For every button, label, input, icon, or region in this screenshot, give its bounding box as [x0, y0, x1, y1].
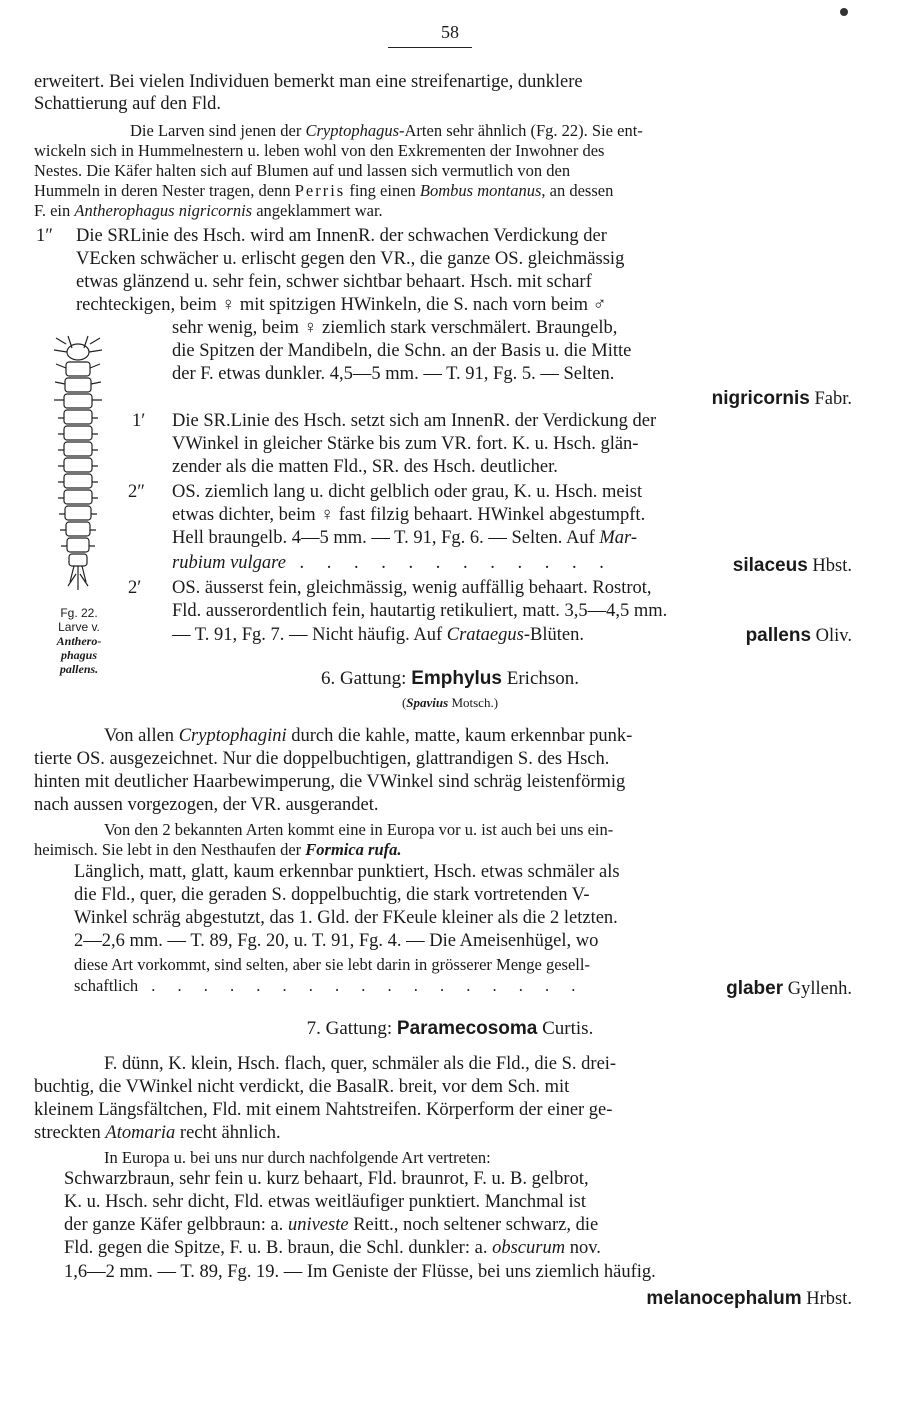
text-line: 1,6—2 mm. — T. 89, Fg. 19. — Im Geniste der Flüsse, bei uns ziemlich häufig.	[64, 1262, 656, 1282]
text-line: erweitert. Bei vielen Individuen bemerkt man eine streifenartige, dunklere	[34, 72, 583, 92]
text-line: rubium vulgare . . . . . . . . . . . .	[172, 553, 613, 573]
text-line: Von den 2 bekannten Arten kommt eine in Europa vor u. ist auch bei uns ein-	[104, 820, 614, 839]
key-number: 2″	[128, 482, 145, 502]
text-line: Hell braungelb. 4—5 mm. — T. 91, Fg. 6. — Selten. Auf Mar-	[172, 528, 638, 548]
text-line: zender als die matten Fld., SR. des Hsch. deutlicher.	[172, 457, 558, 477]
text-line: Schattierung auf den Fld.	[34, 94, 222, 114]
figure-caption: Fg. 22. Larve v. Anthero- phagus pallens.	[56, 606, 102, 676]
text-line: schaftlich . . . . . . . . . . . . . . . . .	[74, 976, 585, 995]
key-number: 1′	[132, 411, 146, 431]
text-line: der ganze Käfer gelbbraun: a. univeste Reitt., noch seltener schwarz, die	[64, 1215, 599, 1235]
text-line: diese Art vorkommt, sind selten, aber sie lebt darin in grösserer Menge gesell-	[74, 955, 590, 974]
text-line: Die Larven sind jenen der Cryptophagus-Arten sehr ähnlich (Fg. 22). Sie ent-	[130, 121, 643, 140]
species-line: melanocephalum Hrbst.	[646, 1288, 852, 1309]
text-line: F. ein Antherophagus nigricornis angeklammert war.	[34, 201, 383, 220]
text-line: sehr wenig, beim ♀ ziemlich stark verschmälert. Braungelb,	[172, 318, 618, 338]
ink-dot	[840, 8, 848, 16]
species-name: melanocephalum	[646, 1288, 802, 1309]
text-line: etwas glänzend u. sehr fein, schwer sichtbar behaart. Hsch. mit scharf	[76, 272, 592, 292]
text-line: Nestes. Die Käfer halten sich auf Blumen auf und lassen sich vermutlich von den	[34, 161, 571, 180]
text-line: hinten mit deutlicher Haarbewimperung, die VWinkel sind schräg leistenförmig	[34, 772, 626, 792]
text-line: Länglich, matt, glatt, kaum erkennbar punktiert, Hsch. etwas schmäler als	[74, 862, 620, 882]
text-line: nach aussen vorgezogen, der VR. ausgerandet.	[34, 795, 379, 815]
genus-heading: 6. Gattung: Emphylus Erichson.	[320, 668, 580, 689]
species-line: pallens Oliv.	[745, 625, 852, 646]
key-number: 1″	[36, 226, 53, 246]
text-line: Schwarzbraun, sehr fein u. kurz behaart, Fld. braunrot, F. u. B. gelbrot,	[64, 1169, 589, 1189]
text-line: die Fld., quer, die geraden S. doppelbuchtig, die stark vortretenden V-	[74, 885, 590, 905]
text-line: Von allen Cryptophagini durch die kahle, matte, kaum erkennbar punk-	[104, 726, 633, 746]
larva-figure	[46, 334, 110, 596]
species-name: pallens	[745, 625, 812, 646]
page-number: 58	[441, 22, 459, 42]
species-name: nigricornis	[711, 388, 810, 409]
species-name: silaceus	[732, 555, 808, 576]
text-line: kleinem Längsfältchen, Fld. mit einem Nahtstreifen. Körperform der einer ge-	[34, 1100, 613, 1120]
species-name: glaber	[726, 978, 784, 999]
species-line: nigricornis Fabr.	[711, 388, 852, 409]
text-line: — T. 91, Fg. 7. — Nicht häufig. Auf Crataegus-Blüten.	[172, 625, 584, 645]
text-line: In Europa u. bei uns nur durch nachfolgende Art vertreten:	[104, 1148, 491, 1167]
genus-heading: 7. Gattung: Paramecosoma Curtis.	[306, 1018, 594, 1039]
page-rule	[388, 47, 472, 48]
key-number: 2′	[128, 578, 142, 598]
text-line: buchtig, die VWinkel nicht verdickt, die BasalR. breit, vor dem Sch. mit	[34, 1077, 570, 1097]
text-line: VEcken schwächer u. erlischt gegen den VR., die ganze OS. gleichmässig	[76, 249, 625, 269]
species-line: silaceus Hbst.	[732, 555, 852, 576]
species-line: glaber Gyllenh.	[726, 978, 852, 999]
genus-synonym: (Spavius Motsch.)	[401, 695, 499, 710]
text-line: heimisch. Sie lebt in den Nesthaufen der Formica rufa.	[34, 840, 402, 859]
text-line: 2—2,6 mm. — T. 89, Fg. 20, u. T. 91, Fg. 4. — Die Ameisenhügel, wo	[74, 931, 599, 951]
text-line: VWinkel in gleicher Stärke bis zum VR. fort. K. u. Hsch. glän-	[172, 434, 639, 454]
text-line: etwas dichter, beim ♀ fast filzig behaart. HWinkel abgestumpft.	[172, 505, 646, 525]
text-line: Hummeln in deren Nester tragen, denn Perris fing einen Bombus montanus, an dessen	[34, 181, 614, 200]
text-line: Fld. ausserordentlich fein, hautartig retikuliert, matt. 3,5—4,5 mm.	[172, 601, 668, 621]
text-line: Die SR.Linie des Hsch. setzt sich am InnenR. der Verdickung der	[172, 411, 657, 431]
text-line: Fld. gegen die Spitze, F. u. B. braun, die Schl. dunkler: a. obscurum nov.	[64, 1238, 601, 1258]
text-line: Winkel schräg abgestutzt, das 1. Gld. der FKeule kleiner als die 2 letzten.	[74, 908, 618, 928]
text-line: K. u. Hsch. sehr dicht, Fld. etwas weitläufiger punktiert. Manchmal ist	[64, 1192, 587, 1212]
text-line: der F. etwas dunkler. 4,5—5 mm. — T. 91, Fg. 5. — Selten.	[172, 364, 615, 384]
text-line: wickeln sich in Hummelnestern u. leben wohl von den Exkrementen der Inwohner des	[34, 141, 605, 160]
text-line: OS. äusserst fein, gleichmässig, wenig auffällig behaart. Rostrot,	[172, 578, 652, 598]
text-line: streckten Atomaria recht ähnlich.	[34, 1123, 281, 1143]
text-line: tierte OS. ausgezeichnet. Nur die doppelbuchtigen, glattrandigen S. des Hsch.	[34, 749, 610, 769]
text-line: OS. ziemlich lang u. dicht gelblich oder grau, K. u. Hsch. meist	[172, 482, 643, 502]
text-line: die Spitzen der Mandibeln, die Schn. an der Basis u. die Mitte	[172, 341, 632, 361]
text-line: rechteckigen, beim ♀ mit spitzigen HWinkeln, die S. nach vorn beim ♂	[76, 295, 607, 315]
text-line: Die SRLinie des Hsch. wird am InnenR. der schwachen Verdickung der	[76, 226, 607, 246]
text-line: F. dünn, K. klein, Hsch. flach, quer, schmäler als die Fld., die S. drei-	[104, 1054, 617, 1074]
